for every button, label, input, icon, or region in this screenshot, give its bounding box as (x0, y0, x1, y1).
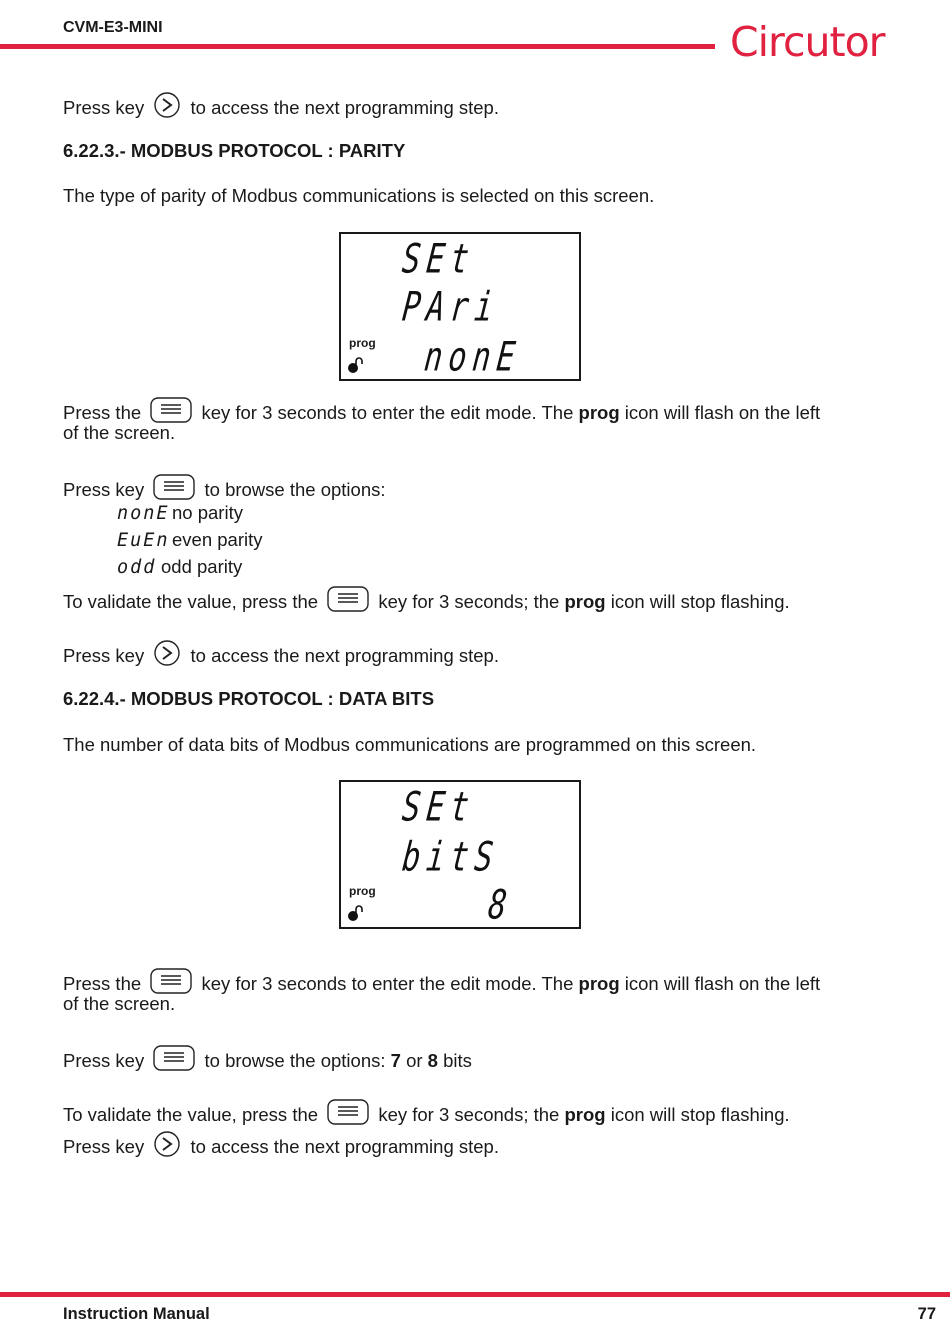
browse-text-1 (63, 474, 386, 501)
text: to access the next programming step. (190, 1136, 499, 1157)
text: key for 3 seconds to enter the edit mode. The (201, 973, 574, 994)
data-bits-intro: The number of data bits of Modbus communications are programmed on this screen. (63, 734, 757, 755)
section-heading-data-bits: 6.22.4.- MODBUS PROTOCOL : DATA BITS (63, 688, 435, 709)
text: To validate the value, press the (63, 591, 319, 612)
option-desc: even parity (172, 529, 263, 550)
text: Press key (63, 645, 145, 666)
lcd-line-3: nonE (422, 334, 524, 382)
menu-key-icon (153, 1045, 195, 1071)
lcd-line-2: bitS (400, 834, 502, 882)
prog-label: prog (349, 884, 376, 898)
text: Press key (63, 97, 145, 118)
prog-bold: prog (578, 973, 620, 994)
header-rule (0, 44, 715, 49)
option-desc: no parity (172, 502, 243, 523)
validate-text-1 (63, 586, 790, 613)
browse-text-2 (63, 1045, 472, 1072)
lcd-line-1: SEt (400, 784, 478, 832)
text: key for 3 seconds; the (378, 1104, 560, 1125)
text: icon will stop flashing. (610, 591, 790, 612)
next-step-text-1 (63, 92, 499, 119)
section-heading-parity: 6.22.3.- MODBUS PROTOCOL : PARITY (63, 140, 406, 161)
text: key for 3 seconds; the (378, 591, 560, 612)
right-arrow-key-icon (153, 1131, 181, 1157)
edit-mode-text-2-cont: of the screen. (63, 993, 176, 1014)
page-number: 77 (917, 1305, 936, 1323)
lcd-line-1: SEt (400, 236, 478, 284)
document-model: CVM-E3-MINI (63, 19, 163, 36)
lcd-display-parity (339, 232, 581, 381)
menu-key-icon (153, 474, 195, 500)
option-desc: odd parity (161, 556, 243, 577)
text: to access the next programming step. (190, 645, 499, 666)
prog-label: prog (349, 336, 376, 350)
brand-logo (730, 18, 885, 66)
prog-bold: prog (564, 591, 606, 612)
option-even (117, 528, 263, 552)
text: or (406, 1050, 423, 1071)
text: bits (443, 1050, 472, 1071)
lcd-display-data-bits (339, 780, 581, 929)
text: to browse the options: (204, 479, 386, 500)
padlock-icon (347, 904, 365, 922)
text: icon will flash on the left (624, 402, 821, 423)
text: icon will flash on the left (624, 973, 821, 994)
footer-manual-label: Instruction Manual (63, 1305, 210, 1323)
prog-bold: prog (564, 1104, 606, 1125)
next-step-text-2 (63, 640, 499, 667)
prog-bold: prog (578, 402, 620, 423)
option-odd (117, 555, 242, 579)
padlock-icon (347, 356, 365, 374)
text: key for 3 seconds to enter the edit mode. The (201, 402, 574, 423)
text: To validate the value, press the (63, 1104, 319, 1125)
option-8: 8 (427, 1050, 438, 1071)
menu-key-icon (150, 968, 192, 994)
right-arrow-key-icon (153, 640, 181, 666)
lcd-line-2: PAri (400, 284, 502, 332)
footer-rule (0, 1292, 950, 1297)
brand-logo-text: Circutor (730, 18, 885, 66)
edit-mode-text-1 (63, 397, 820, 424)
option-code: odd (117, 557, 157, 578)
option-code: nonE (117, 503, 170, 524)
menu-key-icon (150, 397, 192, 423)
menu-key-icon (327, 586, 369, 612)
menu-key-icon (327, 1099, 369, 1125)
option-none (117, 501, 243, 525)
right-arrow-key-icon (153, 92, 181, 118)
text: Press the (63, 402, 142, 423)
edit-mode-text-2 (63, 968, 820, 995)
next-step-text-3 (63, 1131, 499, 1158)
lcd-line-3: 8 (486, 882, 516, 930)
text: Press the (63, 973, 142, 994)
text: Press key (63, 1136, 145, 1157)
parity-intro: The type of parity of Modbus communications is selected on this screen. (63, 185, 655, 206)
text: Press key (63, 479, 145, 500)
option-code: EuEn (117, 530, 170, 551)
text: icon will stop flashing. (610, 1104, 790, 1125)
validate-text-2 (63, 1099, 790, 1126)
text: to browse the options: (204, 1050, 386, 1071)
edit-mode-text-1-cont: of the screen. (63, 422, 176, 443)
option-7: 7 (390, 1050, 401, 1071)
text: to access the next programming step. (190, 97, 499, 118)
text: Press key (63, 1050, 145, 1071)
